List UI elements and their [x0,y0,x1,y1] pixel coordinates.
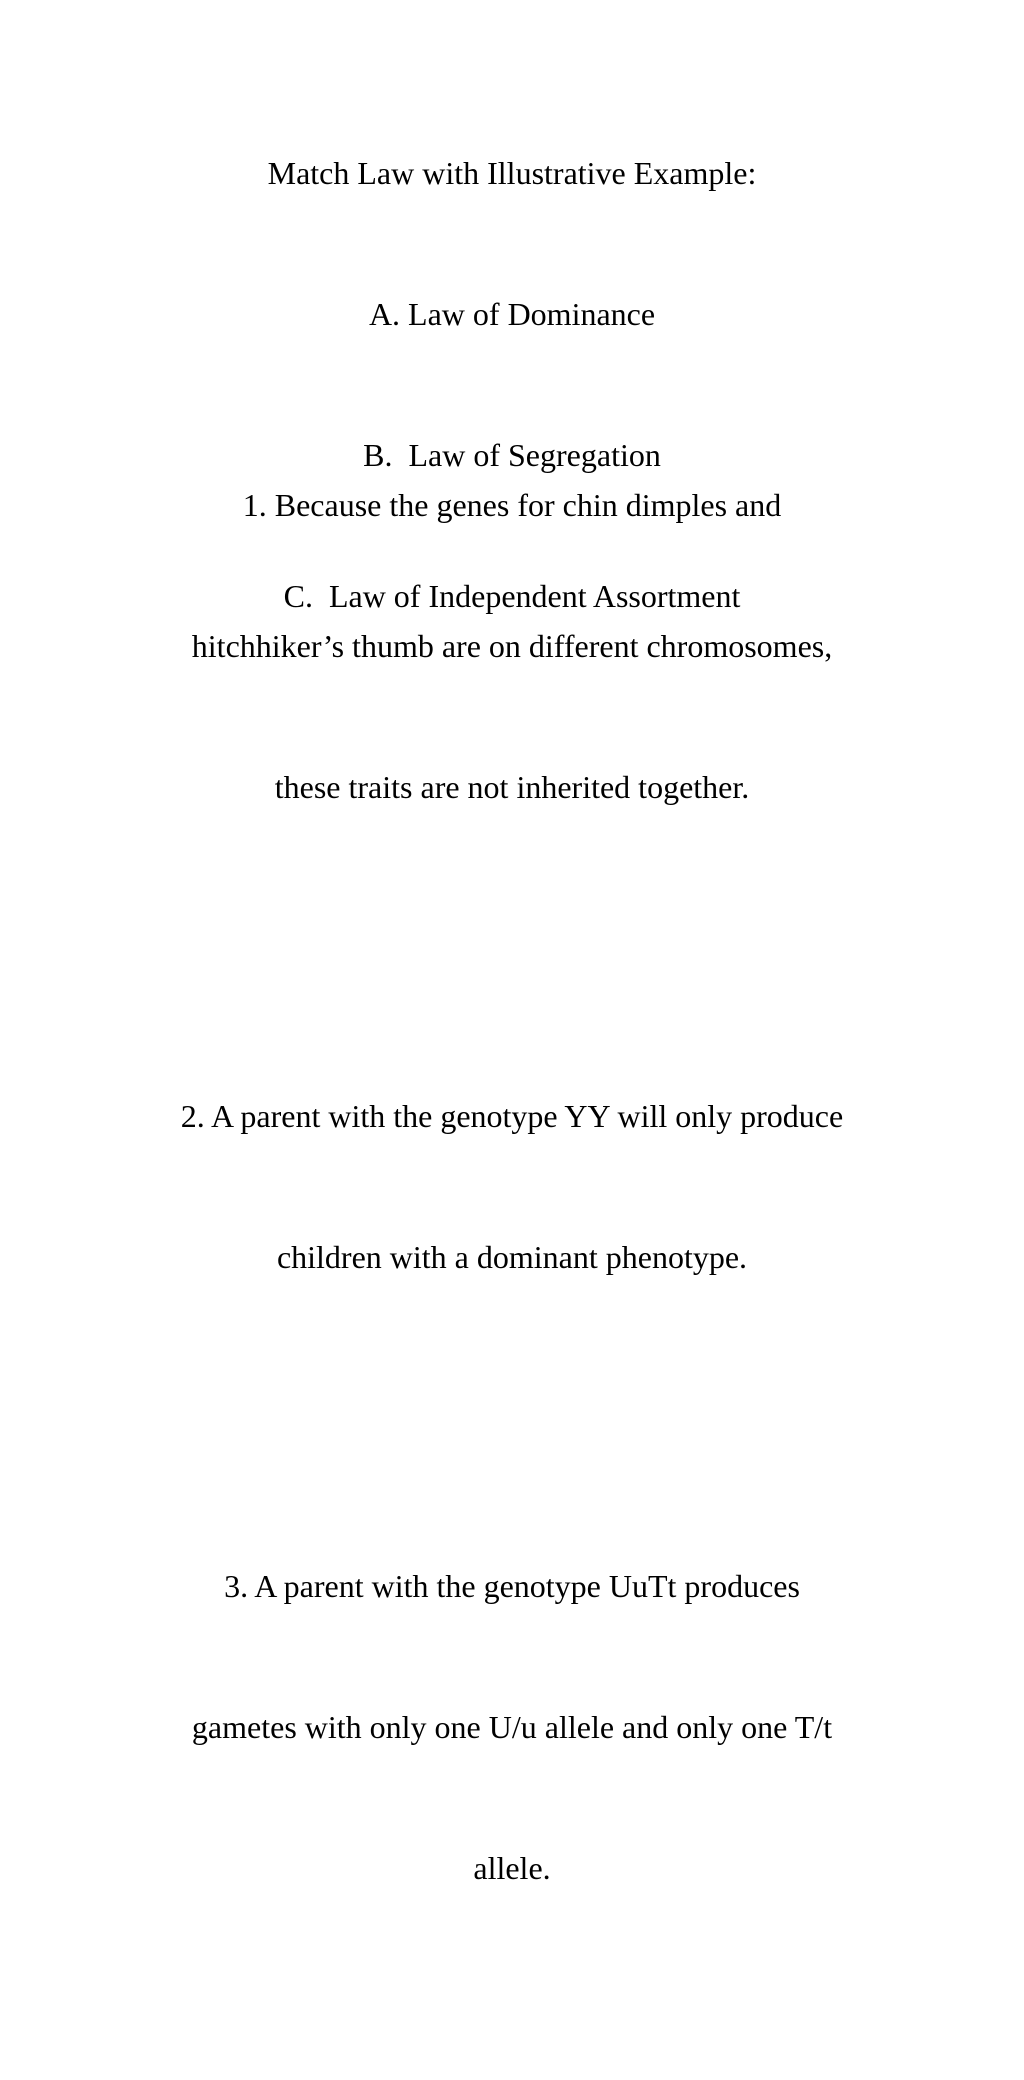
law-option-c: C. Law of Independent Assortment [283,578,741,614]
examples-block [40,294,984,2080]
example-3-line-2: gametes with only one U/u allele and only one T/t [191,1709,833,1745]
example-3-line-3: allele. [473,1850,551,1886]
law-option-b: B. Law of Segregation [363,437,661,473]
example-1-line-1: 1. Because the genes for chin dimples and [242,487,782,523]
slide-heading: Match Law with Illustrative Example: [267,155,757,191]
example-1-line-2: hitchhiker’s thumb are on different chromosomes, [191,628,833,664]
example-1-line-3: these traits are not inherited together. [274,769,750,805]
example-1 [40,388,984,905]
example-2-line-1: 2. A parent with the genotype YY will only produce [180,1098,844,1134]
example-2 [40,999,984,1375]
law-option-a: A. Law of Dominance [368,296,656,332]
example-2-line-2: children with a dominant phenotype. [276,1239,748,1275]
example-3-line-1: 3. A parent with the genotype UuTt produces [224,1568,800,1604]
example-3 [40,1469,984,1986]
